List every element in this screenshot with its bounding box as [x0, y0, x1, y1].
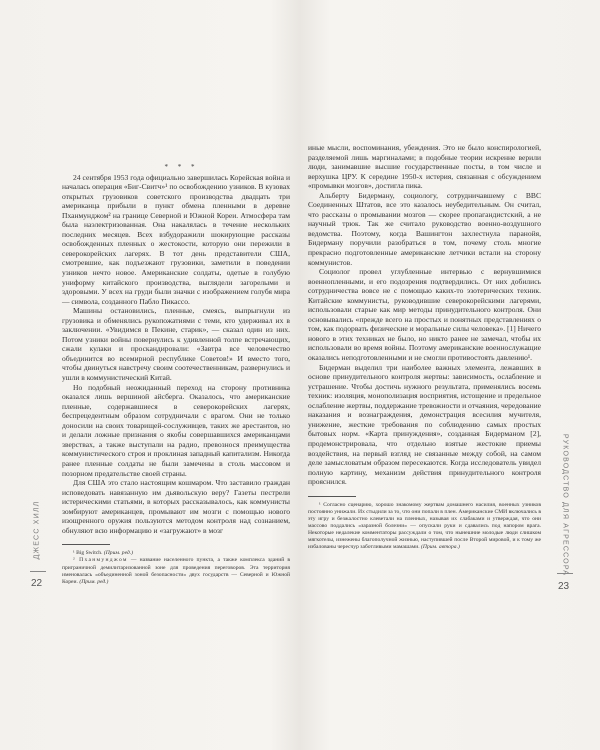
footnote-text: Big Switch.	[74, 550, 104, 557]
footnote-note: (Прим. ред.)	[79, 578, 109, 585]
footnote-text: Согласно сценарию, хорошо знакомому жертвам домашнего насилия, военных узников постоянно унижали. Их стыдили за то, что они попали в плен. Американские СМИ включались в эту игру и безжалостно клеветали на пленных, называя их слабаками и утверждая, что они массово поддались «заразной болезни» — опускали руки и сдавались под напором врага. Некоторые недалекие комментаторы рассуждали о том, что нынешние молодые люди слишком мягкотелы, изнежены благополучной жизнью, наступившей после Второй мировой, и к тому же избалованы чересчур заботливыми мамашами.	[308, 501, 541, 551]
paragraph: Альберту Бидерману, социологу, сотрудничавшему с ВВС Соединенных Штатов, все это казалось неубедительным. Он считал, что рассказы о промывании мозгов — скорее пропагандистский, а не научный трюк. Так же считало руководство военно-воздушного ведомства. Поэтому, когда Вашингтон захлестнула паранойя, Бидерману поручили разобраться в том, почему столь многие прекрасно подготовленные американские летчики встали на сторону коммунистов.	[308, 190, 541, 267]
footnote-mark: ²	[73, 557, 75, 564]
footnote-text: — название населенного пункта, а также комплекса зданий в приграничной демилитаризованной зоне для проведения переговоров. Эта территория именовалась «объединенной зоной безопасности» двух государств — Северной и Южной Кореи.	[62, 557, 290, 585]
paragraph: иные мысли, воспоминания, убеждения. Это не было конспирологией, разделяемой лишь маргиналами; в подобные теории искренне верили люди, занимавшие высшие государственные посты, в том числе и верхушка ЦРУ. К середине 1950-х истерия, связанная с обсуждением «промывки мозгов», достигла пика.	[308, 143, 541, 191]
paragraph: Для США это стало настоящим кошмаром. Что заставило граждан исповедовать навязанную им дьявольскую веру? Газеты пестрели истерическими статьями, в которых рассказывалось, как коммунисты зомбируют американцев, промывают им мозги с помощью нового изощренного оружия пользуются методом контроля над сознанием, обнуляют всю информацию и «загружают» в мозг	[62, 478, 290, 535]
footnote-mark: ¹	[319, 501, 321, 508]
paragraph: 24 сентября 1953 года официально завершилась Корейская война и началась операция «Биг-Свитч»¹ по освобождению узников. В кузовах открытых грузовиков советского производства двадцать три американца прибыли в пункт обмена пленными в деревне Пханмунджом² на границе Северной и Южной Кореи. Атмосфера там была наэлектризованная. Она накалялась в течение нескольких последних месяцев. Всех взбудоражили шокирующие рассказы освобожденных пленных о жестокости, которую они пережили в северокорейских лагерях. В тот день представители США, смотревшие, как подъезжают грузовики, заметили в поведении узников нечто новое. Американские солдаты, одетые в голубую униформу китайского производства, выглядели загорелыми и здоровыми. У всех на груди были значки с изображением голубя мира — символа, созданного Пабло Пикассо.	[62, 172, 290, 306]
footnote-mark: ¹	[73, 550, 75, 557]
running-head-title: РУКОВОДСТВО ДЛЯ АГРЕССОРА	[561, 433, 569, 577]
footnote-term: Пханмунджом	[74, 557, 128, 564]
footnote-note: (Прим. автора.)	[421, 544, 460, 551]
footnote	[308, 502, 541, 552]
left-page-text	[62, 163, 290, 586]
paragraph: Бидерман выделил три наиболее важных элемента, лежавших в основе принудительного контроля жертвы: зависимость, ослабление и устрашение. Чтобы достичь нужного результата, применялись восемь техник: изоляция, монополизация восприятия, истощение и предельное ослабление жертвы, поддержание тревожности и отчаяния, чередование наказания и вознаграждения, демонстрация всесилия мучителя, унижение, жесткие требования по соблюдению самых простых бытовых норм. «Карта принуждения», созданная Бидерманом [2], продемонстрировала, что отдельно взятые жестокие приемы воздействия, на первый взгляд не связанные между собой, на самом деле замысловатым образом пересекаются. Когда исследователь увидел полную картину, механизм действия принудительного контроля прояснился.	[308, 362, 541, 487]
running-head-author: ДЖЕСС ХИЛЛ	[33, 500, 41, 560]
right-page-text	[308, 143, 541, 551]
paragraph: Социолог провел углубленные интервью с вернувшимися военнопленными, и его подозрения подтвердились. От них добились сотрудничества вовсе не с помощью каких-то эзотерических техник. Китайские коммунисты, руководившие северокорейскими лагерями, использовали старые как мир методы принудительного контроля. Они основывались «прежде всего на простых и понятных представлениях о том, как подорвать физические и моральные силы человека». [1] Ничего нового в этих техниках не было, но никто ранее не замечал, чтобы их использовали во время войны. Поэтому американские военнослужащие оказались неподготовленными и не смогли противостоять давлению¹.	[308, 267, 541, 363]
page-number-right: 23	[558, 581, 570, 592]
section-separator: * * *	[164, 163, 199, 171]
footnote-divider	[62, 544, 110, 545]
footnote-note: (Прим. ред.)	[103, 550, 134, 557]
paragraph: Машины остановились, пленные, смеясь, выпрыгнули из грузовика и обменялись рукопожатиями с теми, кто удерживал их в заключении. «Увидимся в Пекине, старик», — сказал один из них. Потом узники войны повернулись к удивленной толпе встречающих, сжали кулаки и проскандировали: «Завтра все человечество объединится во всемирной республике Советов!» И вместо того, чтобы двинуться навстречу своим соотечественникам, развернулись и ушли в коммунистический Китай.	[62, 306, 290, 383]
page-number-rule	[30, 571, 46, 572]
page-number-left: 22	[31, 578, 43, 589]
footnote	[62, 557, 290, 585]
page-number-rule	[557, 573, 573, 574]
paragraph: Но подобный неожиданный переход на сторону противника оказался лишь вершиной айсберга. Оказалось, что американские пленные, содержавшиеся в северокорейских лагерях, беспрецедентным образом сотрудничали с врагом. Они не только доносили на своих товарищей-сослуживцев, таких же арестантов, но и делали ложные признания о якобы совершавшихся американцами зверствах, а также выступали на радио, превознося преимущества коммунистического строя и проклиная западный капитализм. Никогда ранее пленные солдаты не были замечены в столь массовом и позорном предательстве своей страны.	[62, 382, 290, 478]
footnote-divider	[308, 496, 356, 497]
